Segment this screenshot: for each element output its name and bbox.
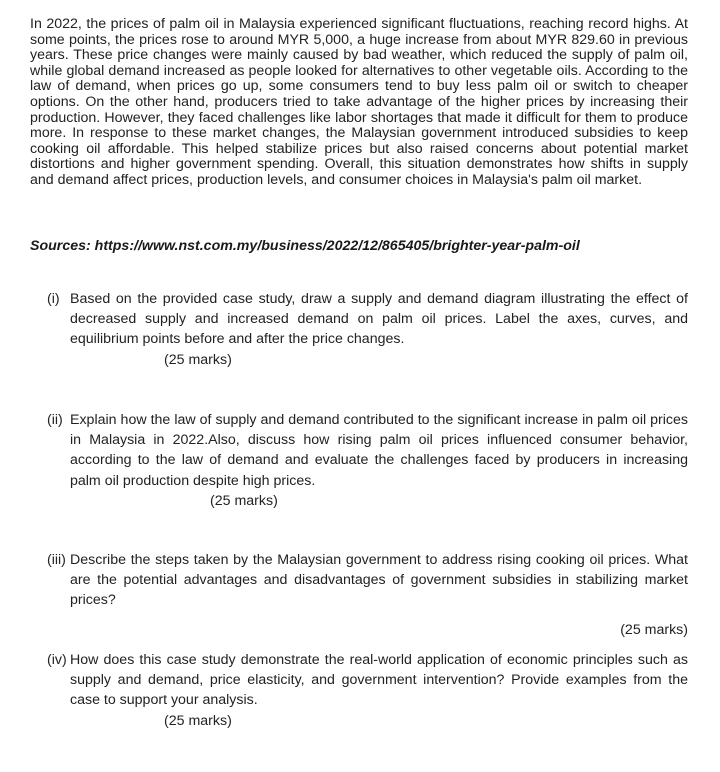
question-3-text: Describe the steps taken by the Malaysian government to address rising cooking oil prices. What are the potential advantages and disadvantages of government subsidies in stabilizing market prices? [70,552,688,609]
question-2-marks: (25 marks) [210,492,278,509]
question-1-text: Based on the provided case study, draw a supply and demand diagram illustrating the effect of decreased supply and increased demand on palm oil prices. Label the axes, curves, and equilibrium points before and after the price changes. [70,291,688,348]
question-4 [47,650,688,731]
question-2 [47,410,688,511]
question-3-number: (iii) [47,552,66,568]
question-3 [47,550,688,611]
question-1 [47,289,688,370]
question-2-text: Explain how the law of supply and demand contributed to the significant increase in palm oil prices in Malaysia in 2022.Also, discuss how rising palm oil prices influenced consumer behavior, according to the law of demand and evaluate the challenges faced by producers in increasing palm oil production despite high prices. [70,412,688,489]
question-4-number: (iv) [47,652,67,668]
question-1-marks: (25 marks) [164,351,232,368]
question-1-number: (i) [47,291,60,307]
question-3-marks: (25 marks) [620,622,688,638]
question-2-number: (ii) [47,412,63,428]
case-study-source: Sources: https://www.nst.com.my/business/2022/12/865405/brighter-year-palm-oil [30,238,580,254]
question-4-marks: (25 marks) [164,712,232,729]
question-4-text: How does this case study demonstrate the real-world application of economic principles such as supply and demand, price elasticity, and government intervention? Provide examples from the case to support your analysis. [70,652,688,709]
case-study-paragraph: In 2022, the prices of palm oil in Malaysia experienced significant fluctuations, reaching record highs. At some points, the prices rose to around MYR 5,000, a huge increase from about MYR 829.60 in previous years. These price changes were mainly caused by bad weather, which reduced the supply of palm oil, while global demand increased as people looked for alternatives to other vegetable oils. According to the law of demand, when prices go up, some consumers tend to buy less palm oil or switch to cheaper options. On the other hand, producers tried to take advantage of the higher prices by increasing their production. However, they faced challenges like labor shortages that made it difficult for them to produce more. In response to these market changes, the Malaysian government introduced subsidies to keep cooking oil affordable. This helped stabilize prices but also raised concerns about potential market distortions and higher government spending. Overall, this situation demonstrates how shifts in supply and demand affect prices, production levels, and consumer choices in Malaysia's palm oil market. [30,16,688,188]
